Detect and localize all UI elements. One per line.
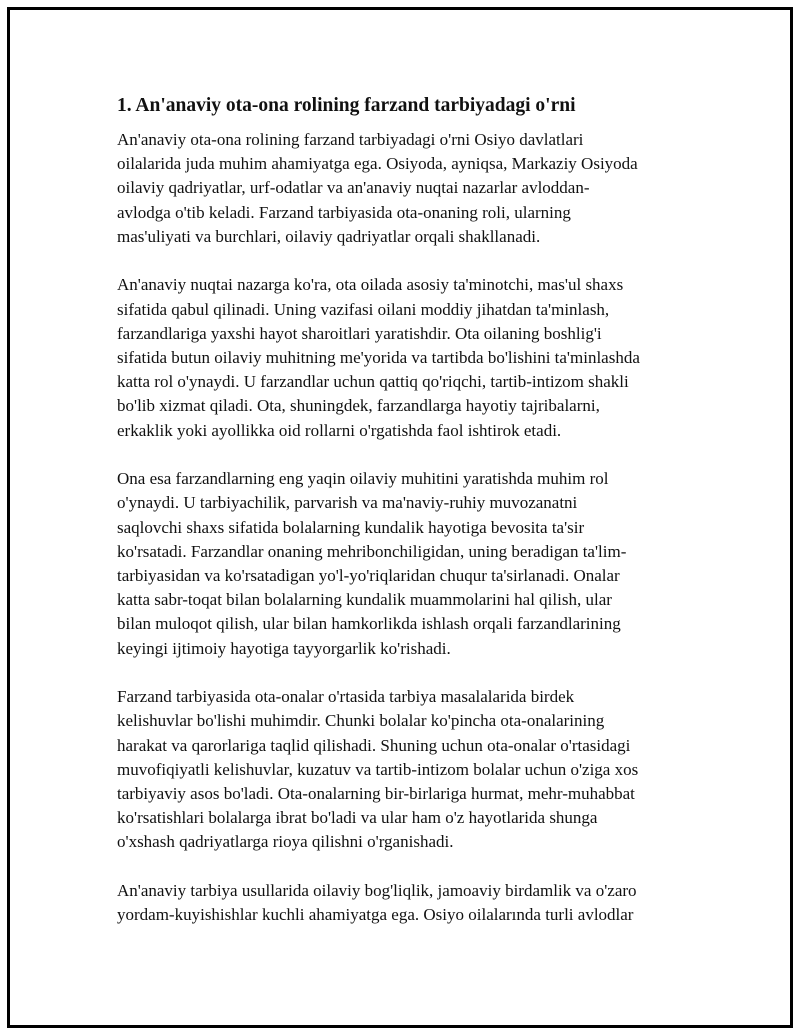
text-line: Ona esa farzandlarning eng yaqin oilaviy muhitini yaratishda muhim rol [117, 469, 609, 489]
text-line: o'xshash qadriyatlarga rioya qilishni o'rganishadi. [117, 832, 454, 852]
text-line: bilan muloqot qilish, ular bilan hamkorlikda ishlash orqali farzandlarining [117, 614, 621, 634]
section-heading: 1. An'anaviy ota-ona rolining farzand tarbiyadagi o'rni [117, 95, 576, 116]
text-line: katta sabr-toqat bilan bolalarning kundalik muammolarini hal qilish, ular [117, 590, 612, 610]
text-line: avlodga o'tib keladi. Farzand tarbiyasida ota-onaning roli, ularning [117, 202, 571, 222]
text-line: mas'uliyati va burchlari, oilaviy qadriyatlar orqali shakllanadi. [117, 226, 541, 246]
document-body [117, 92, 689, 952]
text-line: farzandlariga yaxshi hayot sharoitlari yaratishdir. Ota oilaning boshlig'i [117, 323, 602, 343]
text-line: tarbiyasidan va ko'rsatadigan yo'l-yo'riqlaridan chuqur ta'sirlanadi. Onalar [117, 566, 620, 586]
text-line: oilalarida juda muhim ahamiyatga ega. Osiyoda, ayniqsa, Markaziy Osiyoda [117, 154, 638, 174]
text-line: muvofiqiyatli kelishuvlar, kuzatuv va tartib-intizom bolalar uchun o'ziga xos [117, 759, 639, 779]
text-line: saqlovchi shaxs sifatida bolalarning kundalik hayotiga bevosita ta'sir [117, 517, 585, 537]
text-line: An'anaviy tarbiya usullarida oilaviy bog'liqlik, jamoaviy birdamlik va o'zaro [117, 881, 637, 901]
text-line: yordam-kuyishishlar kuchli ahamiyatga ega. Osiyo oilalarında turli avlodlar [117, 905, 634, 925]
paragraph-list [117, 128, 689, 927]
paragraph-5 [117, 879, 689, 927]
text-line: bo'lib xizmat qiladi. Ota, shuningdek, farzandlarga hayotiy tajribalarni, [117, 396, 600, 416]
paragraph-3 [117, 467, 689, 661]
text-line: harakat va qarorlariga taqlid qilishadi. Shuning uchun ota-onalar o'rtasidagi [117, 735, 631, 755]
paragraph-2 [117, 273, 689, 442]
text-line: kelishuvlar bo'lishi muhimdir. Chunki bolalar ko'pincha ota-onalarining [117, 711, 605, 731]
text-line: keyingi ijtimoiy hayotiga tayyorgarlik ko'rishadi. [117, 638, 451, 658]
text-line: o'ynaydi. U tarbiyachilik, parvarish va ma'naviy-ruhiy muvozanatni [117, 493, 578, 513]
paragraph-4 [117, 685, 689, 854]
text-line: oilaviy qadriyatlar, urf-odatlar va an'anaviy nuqtai nazarlar avloddan- [117, 178, 590, 198]
text-line: An'anaviy ota-ona rolining farzand tarbiyadagi o'rni Osiyo davlatlari [117, 130, 584, 149]
text-line: ko'rsatadi. Farzandlar onaning mehribonchiligidan, uning beradigan ta'lim- [117, 541, 627, 561]
text-line: ko'rsatishlari bolalarga ibrat bo'ladi va ular ham o'z hayotlarida shunga [117, 808, 598, 828]
text-line: erkaklik yoki ayollikka oid rollarni o'rgatishda faol ishtirok etadi. [117, 420, 562, 440]
text-line: Farzand tarbiyasida ota-onalar o'rtasida tarbiya masalalarida birdek [117, 687, 575, 707]
text-line: sifatida qabul qilinadi. Uning vazifasi oilani moddiy jihatdan ta'minlash, [117, 299, 610, 319]
text-line: tarbiyaviy asos bo'ladi. Ota-onalarning bir-birlariga hurmat, mehr-muhabbat [117, 784, 635, 804]
text-line: sifatida butun oilaviy muhitning me'yorida va tartibda bo'lishini ta'minlashda [117, 348, 640, 368]
text-line: katta rol o'ynaydi. U farzandlar uchun qattiq qo'riqchi, tartib-intizom shakli [117, 372, 629, 392]
paragraph-1 [117, 128, 689, 249]
text-line: An'anaviy nuqtai nazarga ko'ra, ota oilada asosiy ta'minotchi, mas'ul shaxs [117, 275, 624, 295]
